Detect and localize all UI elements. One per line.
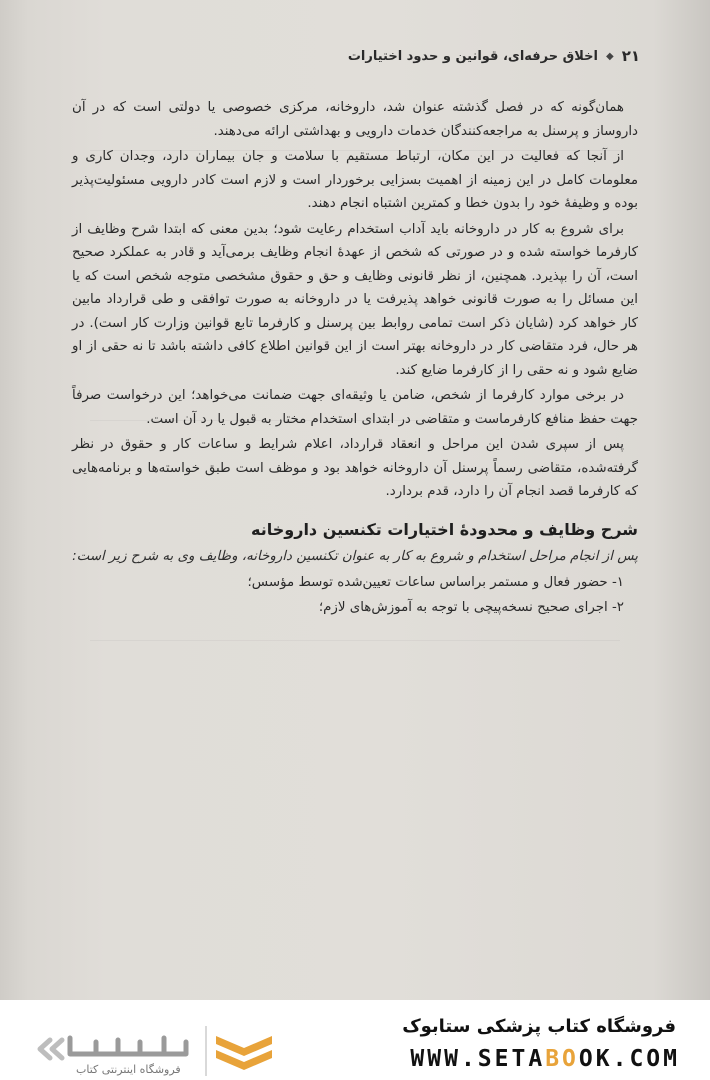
running-title: اخلاق حرفه‌ای، قوانین و حدود اختیارات (347, 48, 598, 64)
paragraph-2: از آنجا که فعالیت در این مکان، ارتباط مستقیم با سلامت و جان بیماران دارد، وجدان کاری و معلومات کامل در این زمینه از اهمیت بسزایی برخوردار است و لازم است کادر دارویی مسئولیت‌پذیر بوده و وظیفهٔ خود را بدون خطا و کمترین اشتباه انجام دهند. (72, 149, 638, 211)
setabook-logo (36, 1018, 286, 1078)
url-suffix: OK.COM (578, 1046, 680, 1072)
page-number: ۲۱ (621, 47, 640, 65)
paragraph-3: برای شروع به کار در داروخانه باید آداب استخدام رعایت شود؛ بدین معنی که ابتدا شرح وظایف از کارفرما خواسته شده و در صورتی که شخص از عهدهٔ انجام وظایف برمی‌آید و قادر به عملکرد صحیح است، آن را بپذیرد. همچنین، از نظر قانونی وظایف و حق و حقوق مشخصی متوجه شخص است که یا این مسائل را به صورت قانونی خواهد پذیرفت یا در داروخانه به صورت توافقی و طی قرارداد مابین کار خواهد کرد (شایان ذکر است تمامی روابط بین پرسنل و کارفرما تابع قوانین وزارت کار است). در هر حال، فرد متقاضی کار در داروخانه بهتر است از این قوانین اطلاع کافی داشته باشد تا نه حقی از او ضایع شود و نه حقی را از کارفرما ضایع کند. (72, 221, 638, 378)
list-item: ۱- حضور فعال و مستمر براساس ساعات تعیین‌شده توسط مؤسس؛ (247, 574, 624, 590)
paragraph-4: در برخی موارد کارفرما از شخص، ضامن یا وثیقه‌ای جهت ضمانت می‌خواهد؛ این درخواست صرفاً جهت حفظ منافع کارفرماست و متقاضی در ابتدای استخدام مختار به قبول یا رد آن است. (72, 388, 638, 427)
store-banner (0, 1000, 710, 1080)
url-prefix: WWW.SETA (410, 1046, 546, 1072)
list-item: ۲- اجرای صحیح نسخه‌پیچی با توجه به آموزش‌های لازم؛ (318, 600, 624, 615)
url-accent: BO (545, 1046, 579, 1072)
store-name: فروشگاه کتاب پزشکی ستابوک (402, 1016, 676, 1037)
paragraph-1: همان‌گونه که در فصل گذشته عنوان شد، داروخانه، مرکزی خصوصی یا دولتی است که در آن داروساز و پرسنل به مراجعه‌کنندگان خدمات دارویی و بهداشتی ارائه می‌دهند. (72, 100, 638, 139)
page-header (60, 44, 640, 68)
store-url[interactable] (410, 1046, 680, 1072)
section-heading: شرح وظایف و محدودهٔ اختیارات تکنسین داروخانه (251, 519, 638, 539)
body-text (72, 96, 638, 622)
paragraph-5: پس از سپری شدن این مراحل و انعقاد قرارداد، اعلام شرایط و ساعات کار و حقوق در نظر گرفته‌شده، متقاضی رسماً پرسنل آن داروخانه خواهد بود و موظف است طبق خواسته‌ها و برنامه‌هایی که کارفرما قصد انجام آن را دارد، قدم بردارد. (72, 437, 638, 499)
diamond-icon: ◆ (605, 50, 614, 62)
logo-tagline: فروشگاه اینترنتی کتاب (76, 1063, 181, 1076)
section-intro: پس از انجام مراحل استخدام و شروع به کار به عنوان تکنسین داروخانه، وظایف وی به شرح زیر است: (72, 549, 638, 564)
